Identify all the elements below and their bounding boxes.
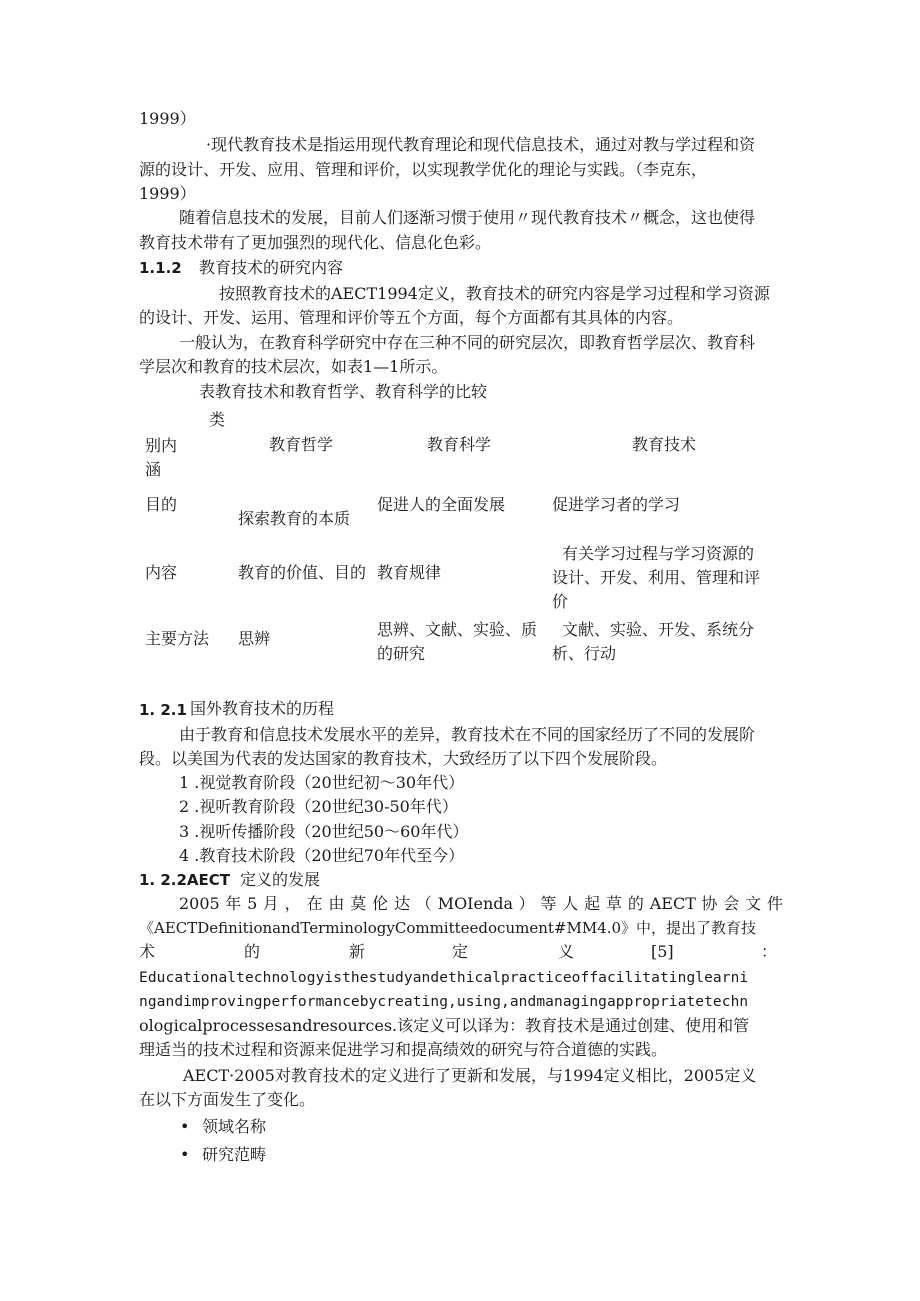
spaced-word: 义 <box>558 942 575 961</box>
section-number: 1.1.2 <box>139 259 182 277</box>
bullet-label: 研究范畴 <box>202 1145 267 1164</box>
spaced-line <box>139 940 783 964</box>
table-cell: 价 <box>552 592 569 611</box>
table-cell: 设计、开发、利用、管理和评 <box>552 568 761 587</box>
text-line: ologicalprocessesandresources.该定义可以译为：教育技术是通过创建、使用和管 <box>139 1016 750 1035</box>
table-cell: 思辨 <box>238 629 271 648</box>
table-cell: 教育规律 <box>377 563 442 582</box>
table-cell: 文献、实验、开发、系统分 <box>562 620 755 639</box>
text-line: 的设计、开发、运用、管理和评价等五个方面，每个方面都有其具体的内容。 <box>139 308 684 327</box>
section-number: 1. 2.1 <box>139 701 187 719</box>
list-item: 3 .视听传播阶段（20世纪50～60年代） <box>179 822 469 841</box>
table-cell: 的研究 <box>377 644 426 663</box>
section-heading: 定义的发展 <box>240 870 321 889</box>
text-line: AECT·2005对教育技术的定义进行了更新和发展，与1994定义相比，2005定义 <box>183 1066 757 1085</box>
text-line: 1999） <box>139 109 196 128</box>
table-cell: 有关学习过程与学习资源的 <box>562 544 755 563</box>
table-cell: 思辨、文献、实验、质 <box>377 620 538 639</box>
text-line: 按照教育技术的AECT1994定义，教育技术的研究内容是学习过程和学习资源 <box>219 284 770 303</box>
text-line: ngandimprovingperformancebycreating,using,andmanagingappropriatetechn <box>139 994 749 1010</box>
bullet-item <box>180 1115 266 1139</box>
spaced-word: 新 <box>349 942 366 961</box>
table-corner-header: 涵 <box>145 460 162 479</box>
spaced-word: 的 <box>244 942 261 961</box>
section-number: 1. 2.2AECT <box>139 871 231 889</box>
table-row-label: 目的 <box>145 495 178 514</box>
table-cell: 教育的价值、目的 <box>238 563 367 582</box>
text-line: 随着信息技术的发展，目前人们逐渐习惯于使用〃现代教育技术〃概念，这也使得 <box>179 208 756 227</box>
text-line: Educationaltechnologyisthestudyandethicalpracticeoffacilitatinglearni <box>139 970 749 986</box>
spaced-word: 术 <box>139 942 156 961</box>
table-corner-header: 类 <box>209 410 226 429</box>
text-line: ·现代教育技术是指运用现代教育理论和现代信息技术，通过对教与学过程和资 <box>206 135 756 154</box>
bullet-item <box>180 1143 266 1167</box>
text-line: 学层次和教育的技术层次，如表1—1所示。 <box>139 357 448 376</box>
section-heading: 教育技术的研究内容 <box>199 258 344 277</box>
table-cell: 促进学习者的学习 <box>552 495 681 514</box>
text-line: 段。以美国为代表的发达国家的教育技术，大致经历了以下四个发展阶段。 <box>139 749 668 768</box>
table-cell: 促进人的全面发展 <box>377 495 506 514</box>
text-line: 源的设计、开发、应用、管理和评价，以实现教学优化的理论与实践。（李克东， <box>139 160 708 179</box>
text-line: 理适当的技术过程和资源来促进学习和提高绩效的研究与符合道德的实践。 <box>139 1040 668 1059</box>
table-row-label: 主要方法 <box>145 629 210 648</box>
list-item: 2 .视听教育阶段（20世纪30-50年代） <box>179 797 458 816</box>
text-line: 在以下方面发生了变化。 <box>139 1090 316 1109</box>
section-heading: 国外教育技术的历程 <box>190 699 335 718</box>
table-corner-header: 别内 <box>145 436 178 455</box>
text-line: 1999） <box>139 184 196 203</box>
table-row-label: 内容 <box>145 563 178 582</box>
text-line: 《AECTDefinitionandTerminologyCommitteedocument#MM4.0》中，提出了教育技 <box>139 919 757 937</box>
list-item: 1 .视觉教育阶段（20世纪初～30年代） <box>179 773 465 792</box>
spaced-word: [5] <box>651 942 674 961</box>
spaced-word: ： <box>761 942 778 961</box>
table-cell: 析、行动 <box>552 644 617 663</box>
list-item: 4 .教育技术阶段（20世纪70年代至今） <box>179 846 465 865</box>
text-line: 一般认为，在教育科学研究中存在三种不同的研究层次，即教育哲学层次、教育科 <box>179 333 756 352</box>
table-cell: 探索教育的本质 <box>238 509 351 528</box>
table-col-header: 教育科学 <box>427 435 492 454</box>
table-col-header: 教育技术 <box>632 435 697 454</box>
text-line: 教育技术带有了更加强烈的现代化、信息化色彩。 <box>139 233 492 252</box>
spaced-word: 定 <box>452 942 469 961</box>
text-line: 2005 年 5 月 ， 在 由 莫 伦 达 （ MOIenda ） 等 人 起 草 的 AECT 协 会 文 件 <box>179 894 783 913</box>
bullet-dot-icon: • <box>180 1117 190 1136</box>
bullet-label: 领域名称 <box>202 1117 267 1136</box>
bullet-dot-icon: • <box>180 1145 190 1164</box>
table-caption: 表教育技术和教育哲学、教育科学的比较 <box>199 382 488 401</box>
table-col-header: 教育哲学 <box>269 435 334 454</box>
text-line: 由于教育和信息技术发展水平的差异，教育技术在不同的国家经历了不同的发展阶 <box>179 725 756 744</box>
